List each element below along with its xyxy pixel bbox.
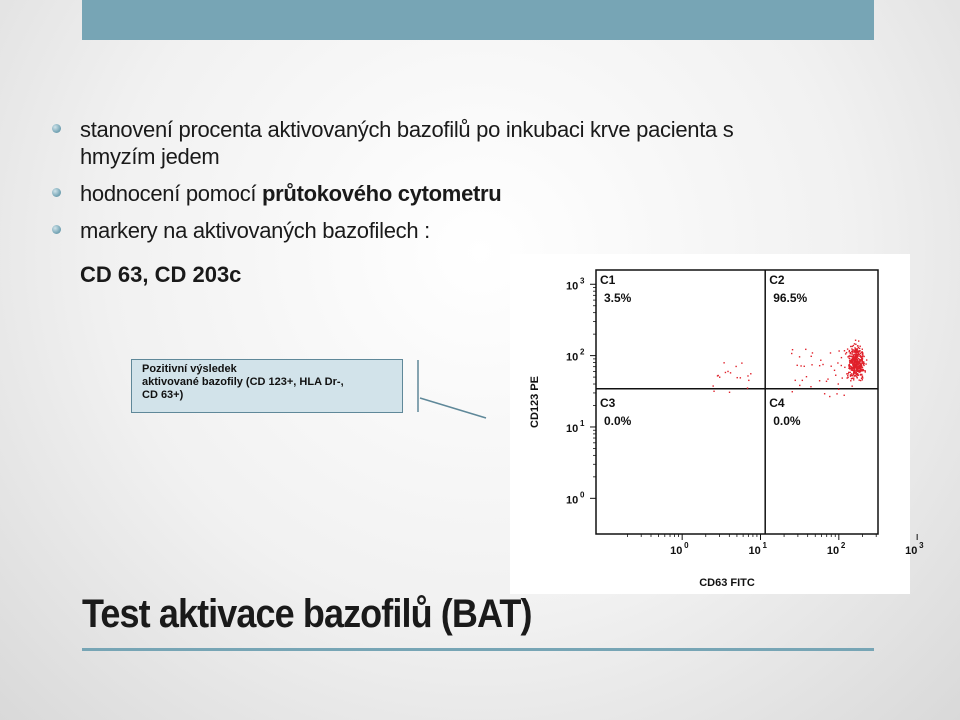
y-tick-exponent: 2 xyxy=(580,347,585,357)
event-point xyxy=(838,389,839,390)
event-point xyxy=(844,367,845,368)
event-point xyxy=(846,377,847,378)
bullet-icon xyxy=(52,225,61,234)
event-point xyxy=(844,350,845,351)
bullet-text: markery na aktivovaných bazofilech : xyxy=(80,218,430,243)
event-point xyxy=(851,369,852,370)
event-point xyxy=(851,373,852,374)
x-tick-exponent: 3 xyxy=(919,541,924,550)
event-point xyxy=(747,375,748,376)
event-point xyxy=(858,366,859,367)
x-tick-exponent: 2 xyxy=(840,541,846,550)
event-point xyxy=(857,345,858,346)
event-point xyxy=(858,347,859,348)
event-point xyxy=(795,380,796,381)
event-point xyxy=(851,385,852,386)
quadrant-label: C1 xyxy=(600,273,616,287)
event-point xyxy=(853,378,854,379)
bullet-item xyxy=(52,180,772,207)
event-point xyxy=(849,364,850,365)
bullet-list xyxy=(52,116,772,254)
bullet-icon xyxy=(52,188,61,197)
event-point xyxy=(841,357,842,358)
event-point xyxy=(857,374,858,375)
event-point xyxy=(856,349,857,350)
event-point xyxy=(864,370,865,371)
event-point xyxy=(856,350,857,351)
event-point xyxy=(849,360,850,361)
y-tick-exponent: 0 xyxy=(580,490,585,500)
bullet-item xyxy=(52,217,772,244)
event-point xyxy=(729,392,730,393)
event-point xyxy=(855,340,856,341)
event-point xyxy=(735,366,736,367)
event-point xyxy=(799,356,800,357)
event-point xyxy=(800,365,801,366)
event-point xyxy=(802,380,803,381)
event-point xyxy=(856,369,857,370)
event-point xyxy=(791,353,792,354)
event-point xyxy=(865,371,866,372)
event-point xyxy=(862,358,863,359)
event-point xyxy=(861,365,862,366)
event-point xyxy=(859,348,860,349)
event-point xyxy=(856,366,857,367)
event-point xyxy=(792,391,793,392)
event-point xyxy=(859,379,860,380)
y-tick-exponent: 1 xyxy=(580,418,585,428)
event-point xyxy=(849,355,850,356)
event-point xyxy=(856,373,857,374)
event-point xyxy=(855,361,856,362)
x-tick-label: 10 xyxy=(748,545,761,557)
event-point xyxy=(830,352,831,353)
event-point xyxy=(826,381,827,382)
event-point xyxy=(850,353,851,354)
event-point xyxy=(861,362,862,363)
cytometry-plot-svg xyxy=(510,254,924,594)
event-point xyxy=(848,372,849,373)
event-point xyxy=(860,374,861,375)
event-point xyxy=(851,368,852,369)
event-point xyxy=(811,364,812,365)
bullet-icon xyxy=(52,124,61,133)
event-point xyxy=(851,361,852,362)
slide-title: Test aktivace bazofilů (BAT) xyxy=(82,592,532,636)
event-point xyxy=(805,349,806,350)
event-point xyxy=(730,372,731,373)
event-point xyxy=(792,349,793,350)
x-tick-label: 10 xyxy=(905,545,918,557)
x-tick-label: 10 xyxy=(670,545,683,557)
event-point xyxy=(862,352,863,353)
event-point xyxy=(837,362,838,363)
event-point xyxy=(858,362,859,363)
event-point xyxy=(847,375,848,376)
event-point xyxy=(854,351,855,352)
y-tick-label: 10 xyxy=(566,494,579,507)
event-point xyxy=(862,367,863,368)
event-point xyxy=(862,360,863,361)
y-tick-exponent: 3 xyxy=(580,276,585,286)
event-point xyxy=(741,362,742,363)
event-point xyxy=(838,383,839,384)
quadrant-percent: 96.5% xyxy=(773,291,808,305)
bullet-text: stanovení procenta aktivovaných bazofilů po inkubaci krve pacienta s hmyzím jedem xyxy=(80,117,734,169)
event-point xyxy=(846,373,847,374)
event-point xyxy=(855,344,856,345)
y-axis-title: CD123 PE xyxy=(529,376,541,428)
event-point xyxy=(857,362,858,363)
quadrant-label: C4 xyxy=(769,395,785,410)
event-point xyxy=(822,364,823,365)
event-point xyxy=(834,370,835,371)
event-point xyxy=(854,343,855,344)
event-point xyxy=(866,359,867,360)
event-point xyxy=(835,375,836,376)
event-point xyxy=(847,356,848,357)
event-point xyxy=(862,375,863,376)
event-point xyxy=(857,360,858,361)
event-point xyxy=(855,375,856,376)
y-tick-label: 10 xyxy=(566,280,579,293)
event-point xyxy=(853,355,854,356)
callout-box xyxy=(131,359,403,413)
event-point xyxy=(804,366,805,367)
event-point xyxy=(830,366,831,367)
bullet-item xyxy=(52,116,772,170)
event-point xyxy=(797,365,798,366)
event-point xyxy=(856,363,857,364)
event-point xyxy=(859,371,860,372)
markers-line: CD 63, CD 203c xyxy=(80,262,242,287)
event-point xyxy=(850,346,851,347)
event-point xyxy=(859,346,860,347)
event-point xyxy=(853,357,854,358)
event-point xyxy=(740,377,741,378)
event-point xyxy=(852,346,853,347)
bullet-bold-text: průtokového cytometru xyxy=(262,181,502,206)
event-point xyxy=(856,357,857,358)
event-point xyxy=(829,396,830,397)
event-point xyxy=(856,354,857,355)
event-point xyxy=(850,372,851,373)
event-point xyxy=(853,349,854,350)
event-point xyxy=(799,385,800,386)
callout-line: CD 63+) xyxy=(142,389,184,401)
cytometry-plot xyxy=(510,254,924,594)
event-point xyxy=(848,373,849,374)
bullet-text: hodnocení pomocí xyxy=(80,181,263,206)
quadrant-label: C2 xyxy=(769,273,785,287)
event-point xyxy=(852,363,853,364)
callout-line: aktivované bazofily (CD 123+, HLA Dr-, xyxy=(142,376,344,388)
event-point xyxy=(820,360,821,361)
event-point xyxy=(827,378,828,379)
x-tick-label: 10 xyxy=(826,545,840,557)
event-point xyxy=(860,357,861,358)
event-point xyxy=(846,352,847,353)
event-point xyxy=(851,356,852,357)
event-point xyxy=(863,361,864,362)
event-point xyxy=(859,360,860,361)
x-tick-exponent: 0 xyxy=(684,541,689,550)
event-point xyxy=(862,363,863,364)
event-point xyxy=(853,379,854,380)
event-point xyxy=(853,365,854,366)
event-point xyxy=(713,391,714,392)
event-point xyxy=(849,362,850,363)
event-point xyxy=(811,356,812,357)
event-point xyxy=(856,352,857,353)
event-point xyxy=(848,351,849,352)
event-point xyxy=(747,387,748,388)
event-point xyxy=(725,372,726,373)
event-point xyxy=(824,393,825,394)
x-tick-exponent: 1 xyxy=(762,541,767,550)
callout-line: Pozitivní výsledek xyxy=(142,363,237,375)
event-point xyxy=(853,370,854,371)
event-point xyxy=(851,378,852,379)
event-point xyxy=(862,349,863,350)
event-point xyxy=(858,374,859,375)
quadrant-percent: 0.0% xyxy=(773,413,801,428)
event-point xyxy=(737,377,738,378)
event-point xyxy=(854,371,855,372)
x-axis-title: CD63 FITC xyxy=(699,577,755,589)
quadrant-percent: 3.5% xyxy=(604,291,632,305)
event-point xyxy=(812,352,813,353)
event-point xyxy=(860,380,861,381)
event-point xyxy=(850,366,851,367)
event-point xyxy=(858,368,859,369)
event-point xyxy=(850,380,851,381)
event-point xyxy=(719,377,720,378)
event-point xyxy=(836,393,837,394)
event-point xyxy=(845,353,846,354)
event-point xyxy=(854,358,855,359)
event-point xyxy=(857,351,858,352)
event-point xyxy=(851,358,852,359)
event-point xyxy=(862,379,863,380)
event-point xyxy=(858,340,859,341)
event-point xyxy=(853,374,854,375)
event-point xyxy=(851,353,852,354)
event-point xyxy=(848,368,849,369)
event-point xyxy=(727,371,728,372)
event-point xyxy=(723,362,724,363)
event-point xyxy=(849,358,850,359)
event-point xyxy=(854,360,855,361)
plot-frame xyxy=(596,270,878,534)
event-point xyxy=(860,367,861,368)
y-tick-label: 10 xyxy=(566,351,579,364)
event-point xyxy=(819,380,820,381)
quadrant-percent: 0.0% xyxy=(604,413,632,428)
event-point xyxy=(863,365,864,366)
event-point xyxy=(819,365,820,366)
event-point xyxy=(852,351,853,352)
callout-connector xyxy=(410,360,490,420)
event-point xyxy=(748,380,749,381)
event-point xyxy=(859,363,860,364)
event-point xyxy=(853,354,854,355)
event-point xyxy=(863,356,864,357)
event-point xyxy=(854,347,855,348)
event-point xyxy=(717,375,718,376)
title-underline xyxy=(82,648,874,651)
header-accent-bar xyxy=(82,0,874,40)
y-tick-label: 10 xyxy=(566,422,579,435)
event-point xyxy=(862,355,863,356)
event-point xyxy=(847,348,848,349)
event-point xyxy=(851,360,852,361)
event-point xyxy=(712,385,713,386)
event-point xyxy=(838,350,839,351)
event-point xyxy=(856,376,857,377)
event-point xyxy=(844,395,845,396)
event-point xyxy=(810,386,811,387)
event-point xyxy=(806,376,807,377)
event-point xyxy=(856,368,857,369)
event-point xyxy=(841,365,842,366)
event-point xyxy=(862,369,863,370)
event-point xyxy=(865,363,866,364)
event-point xyxy=(750,373,751,374)
event-point xyxy=(842,377,843,378)
quadrant-label: C3 xyxy=(600,395,616,410)
